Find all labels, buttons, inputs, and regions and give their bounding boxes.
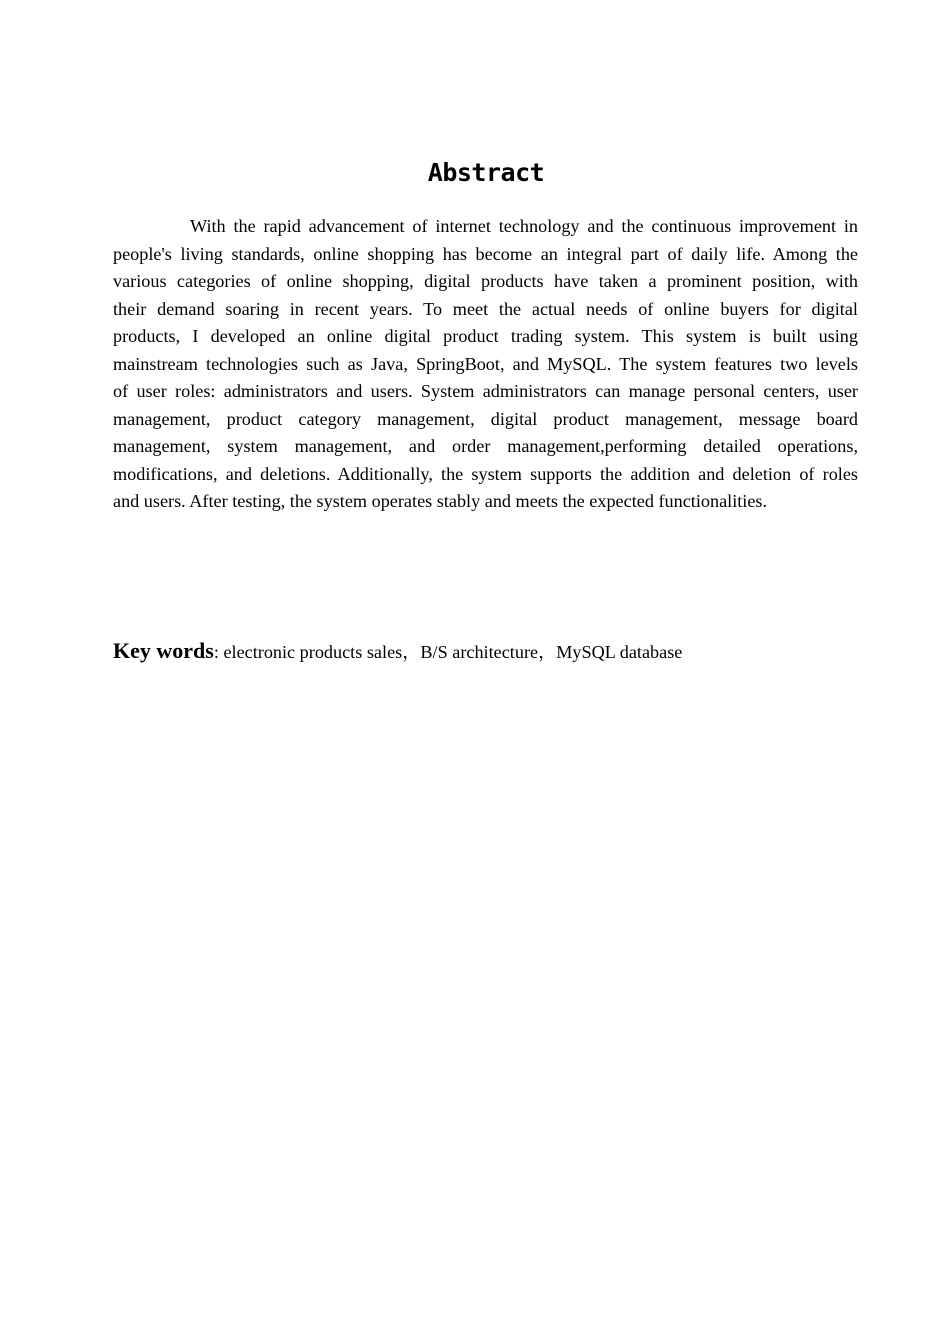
keywords — [113, 638, 682, 664]
keywords-label: Key words — [113, 638, 214, 663]
abstract-line: their demand soaring in recent years. To meet the actual needs of online buyers for digital — [113, 298, 858, 319]
page-title: Abstract — [427, 158, 545, 187]
abstract-line: people's living standards, online shopping has become an integral part of daily life. Among the — [113, 243, 858, 264]
abstract-line: modifications, and deletions. Additionally, the system supports the addition and deletion of roles — [113, 463, 858, 484]
keywords-separator: : — [213, 642, 224, 662]
abstract-line: products, I developed an online digital product trading system. This system is built using — [113, 326, 858, 346]
abstract-line: management, product category management, digital product management, message board — [113, 408, 858, 429]
abstract-line: management, system management, and order management,performing detailed operations, — [113, 436, 858, 456]
abstract-paragraph — [113, 213, 858, 516]
abstract-line: mainstream technologies such as Java, SpringBoot, and MySQL. The system features two levels — [113, 353, 858, 374]
abstract-line: With the rapid advancement of internet technology and the continuous improvement in — [190, 216, 858, 236]
keywords-text: electronic products sales，B/S architecture，MySQL database — [223, 642, 683, 662]
abstract-line: of user roles: administrators and users. System administrators can manage personal centers, user — [113, 381, 858, 401]
abstract-line: various categories of online shopping, digital products have taken a prominent position, with — [113, 271, 858, 291]
abstract-line: and users. After testing, the system operates stably and meets the expected functionalities. — [113, 491, 768, 511]
